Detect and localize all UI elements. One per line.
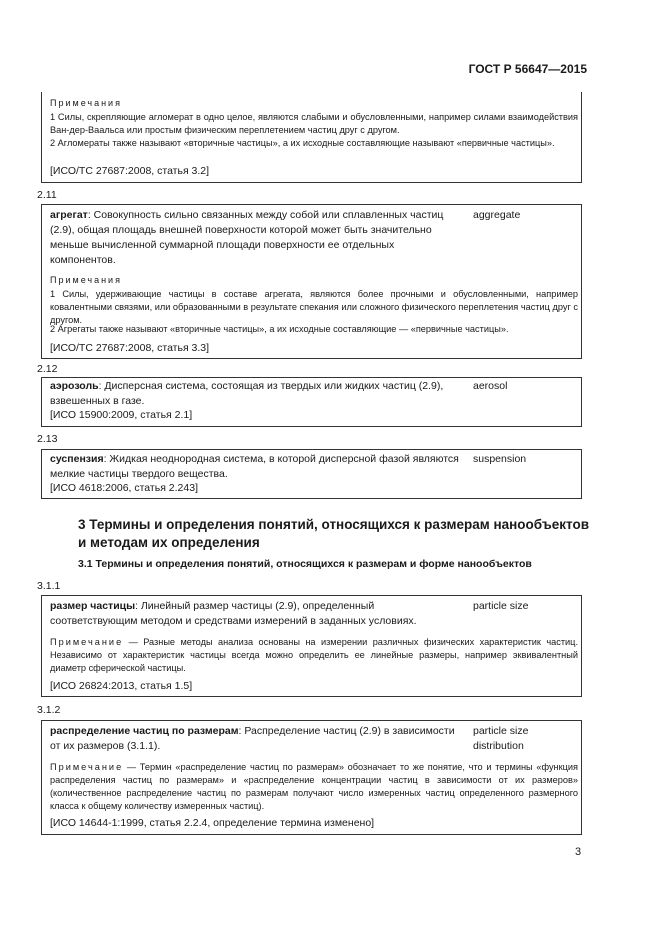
document-code: ГОСТ Р 56647—2015 [468,62,587,76]
term: суспензия [50,453,104,465]
definition [50,208,460,268]
note-heading: Примечания [50,98,122,108]
term: размер частицы [50,600,136,612]
source-reference: [ИСО 26824:2013, статья 1.5] [50,680,193,692]
note-text: 2 Агломераты также называют «вторичные частицы», а их исходные составляющие называют «первичные частицы». [50,138,555,148]
definition-text: : Линейный размер частицы (2.9), определенный соответствующим методом и средствами измерений в заданных условиях. [50,600,417,627]
note-body: — Термин «распределение частиц по размерам» обозначает то же понятие, что и термины «функция распределения частиц по размерам» и «распределение концентрации частиц в зависимости от их размеров» (количественное распределение частиц по размерам получают число измеренных частиц определенного размерного класса к общему количеству измеренных частиц). [50,762,578,811]
source-reference: [ИСО/ТС 27687:2008, статья 3.2] [50,165,210,177]
entry-number: 3.1.2 [37,704,61,716]
definition-text: : Дисперсная система, состоящая из твердых или жидких частиц (2.9), взвешенных в газе. [50,380,444,407]
note-heading: Примечание [50,762,124,772]
note-heading: Примечание [50,637,124,647]
definition [50,724,460,754]
entry-box-continued [41,92,582,183]
entry-box [41,377,582,427]
definition [50,379,460,409]
note-text: 2 Агрегаты также называют «вторичные частицы», а их исходные составляющие — «первичные частицы». [50,324,509,334]
definition [50,452,460,482]
note-text [50,636,578,675]
english-term: suspension [473,453,527,465]
page-number: 3 [575,846,582,858]
english-term-line: distribution [473,740,524,752]
entry-number: 2.12 [37,363,58,375]
entry-number: 2.13 [37,433,58,445]
entry-box [41,720,582,835]
definition-text: : Жидкая неоднородная система, в которой дисперсной фазой являются мелкие частицы твердого вещества. [50,453,459,480]
english-term: particle size [473,600,529,612]
entry-box [41,449,582,499]
source-reference: [ИСО 4618:2006, статья 2.243] [50,482,198,494]
source-reference: [ИСО/ТС 27687:2008, статья 3.3] [50,342,210,354]
note-text: 1 Силы, скрепляющие агломерат в одно целое, являются слабыми и обусловленными, например силами взаимодействия Ван-дер-Ваальса или простым физическим переплетением частиц друг с другом. [50,112,578,135]
note-text [50,761,578,813]
english-term: aerosol [473,380,508,392]
definition-text: : Распределение частиц (2.9) в зависимости от их размеров (3.1.1). [50,725,455,752]
entry-box [41,204,582,359]
entry-box [41,595,582,697]
note-text: 1 Силы, удерживающие частицы в составе агрегата, являются более прочными и обусловленными, например ковалентными связями, или образованными в результате спекания или сложного физического переплетения частиц друг с другом. [50,289,578,325]
subsection-title: 3.1 Термины и определения понятий, относящихся к размерам и форме нанообъектов [78,558,532,570]
section-title: 3 Термины и определения понятий, относящихся к размерам нанообъектов и методам их определения [78,517,590,550]
term: агрегат [50,209,88,221]
english-term-line: particle size [473,725,529,737]
source-reference: [ИСО 15900:2009, статья 2.1] [50,409,193,421]
note-body: — Разные методы анализа основаны на измерении различных физических характеристик частиц. Независимо от характеристик частицы всегда можно определить ее линейные размеры, например эквивалентный диаметр сферической частицы. [50,637,578,673]
entry-number: 3.1.1 [37,580,61,592]
entry-number: 2.11 [37,189,57,201]
english-term [473,724,528,754]
definition [50,599,460,629]
term: распределение частиц по размерам [50,725,239,737]
source-reference: [ИСО 14644-1:1999, статья 2.2.4, определение термина изменено] [50,817,375,829]
definition-text: : Совокупность сильно связанных между собой или сплавленных частиц (2.9), общая площадь внешней поверхности которой может быть значительно меньше вычисленной суммарной площади поверхности ее отдельных компонентов. [50,209,444,266]
english-term: aggregate [473,209,521,221]
note-heading: Примечания [50,275,122,285]
term: аэрозоль [50,380,99,392]
